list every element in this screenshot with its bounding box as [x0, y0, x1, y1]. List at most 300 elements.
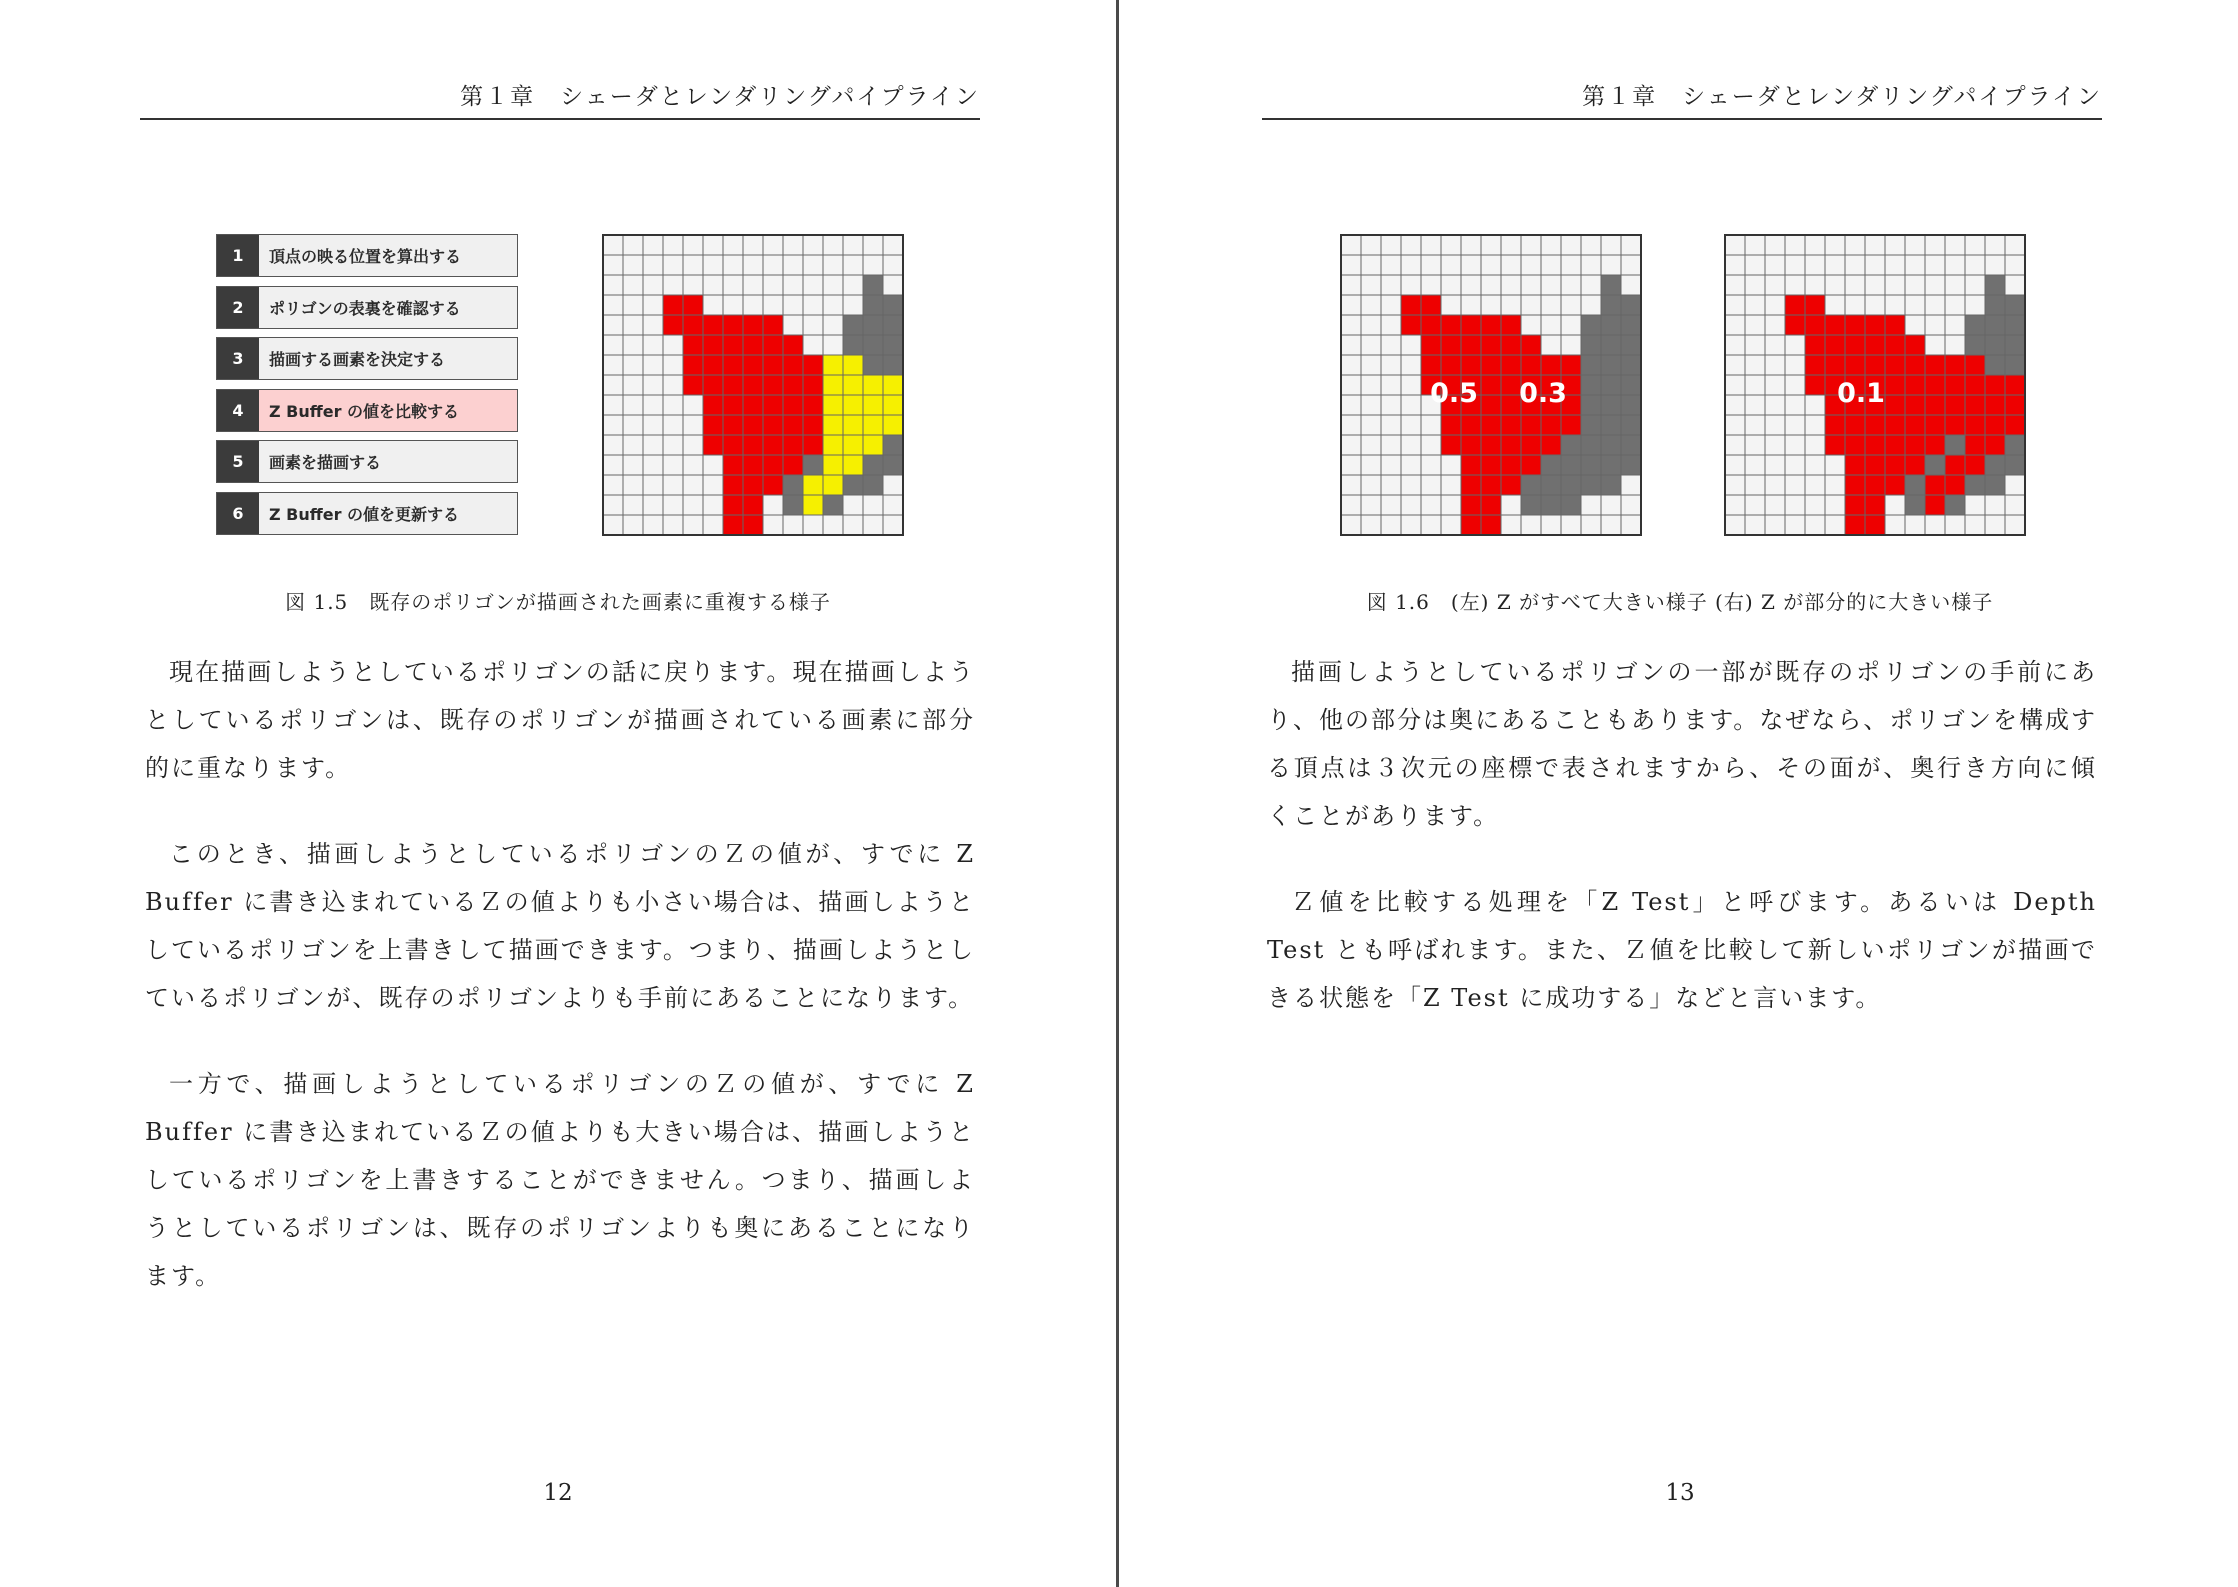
empty-pixel — [1765, 315, 1785, 335]
empty-pixel — [1401, 515, 1421, 535]
filled-pixel — [1521, 455, 1541, 475]
filled-pixel — [1561, 435, 1581, 455]
empty-pixel — [1965, 275, 1985, 295]
empty-pixel — [703, 455, 723, 475]
empty-pixel — [1361, 375, 1381, 395]
empty-pixel — [1381, 355, 1401, 375]
filled-pixel — [1601, 335, 1621, 355]
empty-pixel — [1501, 495, 1521, 515]
empty-pixel — [1945, 515, 1965, 535]
empty-pixel — [1361, 435, 1381, 455]
filled-pixel — [1945, 375, 1965, 395]
empty-pixel — [1925, 275, 1945, 295]
empty-pixel — [623, 435, 643, 455]
filled-pixel — [1965, 475, 1985, 495]
empty-pixel — [663, 235, 683, 255]
filled-pixel — [1845, 495, 1865, 515]
paragraph: Ｚ値を比較する処理を「Z Test」と呼びます。あるいは Depth Test とも呼ばれます。また、Ｚ値を比較して新しいポリゴンが描画できる状態を「Z Test に成功する」などと言います。 — [1267, 888, 2097, 1012]
filled-pixel — [1501, 395, 1521, 415]
filled-pixel — [1441, 435, 1461, 455]
filled-pixel — [1501, 435, 1521, 455]
filled-pixel — [683, 315, 703, 335]
empty-pixel — [1725, 515, 1745, 535]
empty-pixel — [603, 375, 623, 395]
empty-pixel — [823, 235, 843, 255]
empty-pixel — [1441, 235, 1461, 255]
empty-pixel — [1601, 235, 1621, 255]
filled-pixel — [783, 335, 803, 355]
empty-pixel — [603, 275, 623, 295]
filled-pixel — [723, 355, 743, 375]
empty-pixel — [1341, 255, 1361, 275]
step-label: ポリゴンの表裏を確認する — [269, 298, 461, 318]
filled-pixel — [743, 495, 763, 515]
filled-pixel — [803, 415, 823, 435]
filled-pixel — [743, 475, 763, 495]
empty-pixel — [1945, 275, 1965, 295]
filled-pixel — [1845, 415, 1865, 435]
empty-pixel — [623, 515, 643, 535]
filled-pixel — [1785, 295, 1805, 315]
empty-pixel — [1765, 375, 1785, 395]
empty-pixel — [1785, 255, 1805, 275]
filled-pixel — [1441, 415, 1461, 435]
empty-pixel — [1945, 315, 1965, 335]
empty-pixel — [643, 495, 663, 515]
filled-pixel — [1905, 435, 1925, 455]
filled-pixel — [1401, 295, 1421, 315]
empty-pixel — [1561, 335, 1581, 355]
filled-pixel — [1421, 335, 1441, 355]
empty-pixel — [683, 235, 703, 255]
empty-pixel — [703, 495, 723, 515]
empty-pixel — [643, 295, 663, 315]
empty-pixel — [1925, 515, 1945, 535]
filled-pixel — [1865, 435, 1885, 455]
empty-pixel — [683, 475, 703, 495]
empty-pixel — [1341, 335, 1361, 355]
filled-pixel — [1601, 315, 1621, 335]
filled-pixel — [843, 375, 863, 395]
empty-pixel — [1905, 255, 1925, 275]
filled-pixel — [1845, 335, 1865, 355]
empty-pixel — [1341, 355, 1361, 375]
empty-pixel — [1441, 515, 1461, 535]
filled-pixel — [1805, 355, 1825, 375]
empty-pixel — [783, 315, 803, 335]
empty-pixel — [1745, 315, 1765, 335]
empty-pixel — [1965, 515, 1985, 535]
empty-pixel — [883, 475, 903, 495]
filled-pixel — [1985, 375, 2005, 395]
figure-caption: 図 1.6 (左) Z がすべて大きい様子 (右) Z が部分的に大きい様子 — [1366, 590, 1994, 614]
filled-pixel — [763, 475, 783, 495]
filled-pixel — [763, 375, 783, 395]
empty-pixel — [683, 515, 703, 535]
pipeline-steps-diagram — [216, 234, 518, 543]
pixel-grid-svg — [1724, 234, 2026, 536]
filled-pixel — [1885, 475, 1905, 495]
filled-pixel — [843, 475, 863, 495]
empty-pixel — [1985, 255, 2005, 275]
filled-pixel — [823, 415, 843, 435]
filled-pixel — [663, 315, 683, 335]
filled-pixel — [1985, 395, 2005, 415]
step-label: Z Buffer の値を更新する — [269, 504, 460, 524]
empty-pixel — [623, 335, 643, 355]
filled-pixel — [1845, 355, 1865, 375]
empty-pixel — [1461, 235, 1481, 255]
empty-pixel — [1725, 235, 1745, 255]
empty-pixel — [703, 515, 723, 535]
filled-pixel — [2005, 295, 2025, 315]
empty-pixel — [1361, 515, 1381, 535]
empty-pixel — [1361, 355, 1381, 375]
empty-pixel — [823, 335, 843, 355]
empty-pixel — [1725, 315, 1745, 335]
filled-pixel — [803, 395, 823, 415]
filled-pixel — [1541, 355, 1561, 375]
empty-pixel — [1341, 515, 1361, 535]
empty-pixel — [1361, 395, 1381, 415]
empty-pixel — [1905, 235, 1925, 255]
empty-pixel — [1461, 255, 1481, 275]
step-label: 描画する画素を決定する — [269, 350, 446, 369]
filled-pixel — [683, 375, 703, 395]
filled-pixel — [1481, 335, 1501, 355]
page-number: 12 — [543, 1480, 573, 1506]
empty-pixel — [1541, 335, 1561, 355]
empty-pixel — [1561, 515, 1581, 535]
filled-pixel — [1885, 455, 1905, 475]
filled-pixel — [883, 415, 903, 435]
empty-pixel — [603, 395, 623, 415]
filled-pixel — [1885, 375, 1905, 395]
filled-pixel — [883, 455, 903, 475]
filled-pixel — [743, 415, 763, 435]
empty-pixel — [1745, 295, 1765, 315]
filled-pixel — [883, 315, 903, 335]
filled-pixel — [723, 315, 743, 335]
filled-pixel — [1905, 455, 1925, 475]
empty-pixel — [1541, 515, 1561, 535]
filled-pixel — [723, 375, 743, 395]
empty-pixel — [1501, 255, 1521, 275]
empty-pixel — [1381, 435, 1401, 455]
empty-pixel — [1965, 235, 1985, 255]
filled-pixel — [1925, 395, 1945, 415]
filled-pixel — [1521, 355, 1541, 375]
empty-pixel — [1765, 455, 1785, 475]
empty-pixel — [1381, 275, 1401, 295]
empty-pixel — [683, 495, 703, 515]
filled-pixel — [883, 395, 903, 415]
empty-pixel — [1745, 375, 1765, 395]
empty-pixel — [683, 275, 703, 295]
filled-pixel — [783, 435, 803, 455]
filled-pixel — [1945, 435, 1965, 455]
filled-pixel — [1461, 355, 1481, 375]
filled-pixel — [763, 335, 783, 355]
empty-pixel — [1421, 475, 1441, 495]
filled-pixel — [2005, 335, 2025, 355]
filled-pixel — [1845, 315, 1865, 335]
empty-pixel — [1765, 515, 1785, 535]
empty-pixel — [1925, 295, 1945, 315]
empty-pixel — [1561, 235, 1581, 255]
empty-pixel — [663, 275, 683, 295]
empty-pixel — [1765, 355, 1785, 375]
empty-pixel — [1381, 415, 1401, 435]
empty-pixel — [1461, 295, 1481, 315]
empty-pixel — [843, 515, 863, 535]
filled-pixel — [1865, 335, 1885, 355]
filled-pixel — [1621, 435, 1641, 455]
empty-pixel — [763, 275, 783, 295]
paragraph: 現在描画しようとしているポリゴンの話に戻ります。現在描画しようとしているポリゴンは、既存のポリゴンが描画されている画素に部分的に重なります。 — [145, 658, 975, 782]
empty-pixel — [1785, 375, 1805, 395]
empty-pixel — [2005, 475, 2025, 495]
empty-pixel — [1581, 515, 1601, 535]
filled-pixel — [1621, 395, 1641, 415]
empty-pixel — [1381, 235, 1401, 255]
empty-pixel — [663, 455, 683, 475]
filled-pixel — [723, 515, 743, 535]
empty-pixel — [1805, 495, 1825, 515]
filled-pixel — [1461, 315, 1481, 335]
filled-pixel — [1481, 415, 1501, 435]
filled-pixel — [743, 315, 763, 335]
filled-pixel — [1521, 335, 1541, 355]
empty-pixel — [1381, 335, 1401, 355]
filled-pixel — [1825, 435, 1845, 455]
filled-pixel — [1905, 415, 1925, 435]
empty-pixel — [603, 295, 623, 315]
empty-pixel — [1401, 435, 1421, 455]
empty-pixel — [2005, 255, 2025, 275]
empty-pixel — [623, 255, 643, 275]
empty-pixel — [1965, 255, 1985, 275]
empty-pixel — [1725, 475, 1745, 495]
empty-pixel — [1621, 495, 1641, 515]
z-value-label-red: 0.5 — [1430, 378, 1478, 409]
empty-pixel — [1765, 335, 1785, 355]
step-number: 6 — [217, 493, 259, 534]
filled-pixel — [1481, 375, 1501, 395]
empty-pixel — [1805, 415, 1825, 435]
step-item — [216, 234, 518, 277]
running-head: 第１章 シェーダとレンダリングパイプライン — [460, 84, 980, 110]
z-value-label-gray: 0.3 — [1519, 378, 1567, 409]
filled-pixel — [1421, 355, 1441, 375]
empty-pixel — [883, 515, 903, 535]
filled-pixel — [843, 415, 863, 435]
empty-pixel — [1341, 315, 1361, 335]
empty-pixel — [1845, 235, 1865, 255]
empty-pixel — [1621, 255, 1641, 275]
filled-pixel — [1925, 475, 1945, 495]
empty-pixel — [763, 255, 783, 275]
empty-pixel — [1601, 515, 1621, 535]
filled-pixel — [883, 355, 903, 375]
empty-pixel — [1461, 275, 1481, 295]
empty-pixel — [603, 475, 623, 495]
empty-pixel — [643, 315, 663, 335]
empty-pixel — [663, 515, 683, 535]
filled-pixel — [1541, 475, 1561, 495]
filled-pixel — [723, 415, 743, 435]
empty-pixel — [1805, 255, 1825, 275]
filled-pixel — [1481, 395, 1501, 415]
empty-pixel — [803, 515, 823, 535]
empty-pixel — [1945, 255, 1965, 275]
filled-pixel — [1925, 355, 1945, 375]
empty-pixel — [1965, 495, 1985, 515]
empty-pixel — [1381, 375, 1401, 395]
empty-pixel — [1341, 275, 1361, 295]
filled-pixel — [703, 355, 723, 375]
empty-pixel — [763, 235, 783, 255]
empty-pixel — [1421, 495, 1441, 515]
empty-pixel — [1481, 275, 1501, 295]
empty-pixel — [1725, 355, 1745, 375]
empty-pixel — [1725, 275, 1745, 295]
filled-pixel — [783, 475, 803, 495]
filled-pixel — [1581, 315, 1601, 335]
empty-pixel — [1401, 395, 1421, 415]
empty-pixel — [743, 295, 763, 315]
empty-pixel — [783, 275, 803, 295]
empty-pixel — [1601, 495, 1621, 515]
filled-pixel — [1885, 415, 1905, 435]
paragraph: 描画しようとしているポリゴンの一部が既存のポリゴンの手前にあり、他の部分は奥にあることもあります。なぜなら、ポリゴンを構成する頂点は３次元の座標で表されますから、その面が、奥行き方向に傾くことがあります。 — [1267, 658, 2097, 830]
empty-pixel — [623, 315, 643, 335]
empty-pixel — [1561, 315, 1581, 335]
empty-pixel — [683, 415, 703, 435]
empty-pixel — [1745, 515, 1765, 535]
filled-pixel — [1965, 315, 1985, 335]
filled-pixel — [1401, 315, 1421, 335]
empty-pixel — [1785, 475, 1805, 495]
filled-pixel — [2005, 355, 2025, 375]
filled-pixel — [1885, 435, 1905, 455]
empty-pixel — [803, 315, 823, 335]
filled-pixel — [1501, 415, 1521, 435]
empty-pixel — [1341, 375, 1361, 395]
empty-pixel — [1865, 275, 1885, 295]
z-value-label-red: 0.1 — [1837, 378, 1885, 409]
filled-pixel — [1805, 375, 1825, 395]
filled-pixel — [1501, 475, 1521, 495]
empty-pixel — [1441, 295, 1461, 315]
empty-pixel — [1765, 275, 1785, 295]
empty-pixel — [1481, 295, 1501, 315]
filled-pixel — [863, 355, 883, 375]
paragraph: このとき、描画しようとしているポリゴンのＺの値が、すでに Z Buffer に書き込まれているＺの値よりも小さい場合は、描画しようとしているポリゴンを上書きして描画できます。つまり、描画しようとしているポリゴンが、既存のポリゴンよりも手前にあることになります。 — [145, 840, 975, 1012]
filled-pixel — [823, 355, 843, 375]
filled-pixel — [1621, 355, 1641, 375]
empty-pixel — [1885, 495, 1905, 515]
figure-caption: 図 1.5 既存のポリゴンが描画された画素に重複する様子 — [285, 590, 831, 614]
empty-pixel — [643, 415, 663, 435]
empty-pixel — [1521, 255, 1541, 275]
empty-pixel — [823, 315, 843, 335]
filled-pixel — [1581, 355, 1601, 375]
empty-pixel — [2005, 235, 2025, 255]
empty-pixel — [663, 395, 683, 415]
empty-pixel — [1785, 275, 1805, 295]
empty-pixel — [1825, 275, 1845, 295]
empty-pixel — [603, 495, 623, 515]
empty-pixel — [1745, 395, 1765, 415]
filled-pixel — [1925, 375, 1945, 395]
empty-pixel — [1401, 415, 1421, 435]
filled-pixel — [1561, 415, 1581, 435]
empty-pixel — [883, 235, 903, 255]
filled-pixel — [663, 295, 683, 315]
filled-pixel — [1541, 435, 1561, 455]
filled-pixel — [1945, 455, 1965, 475]
filled-pixel — [1825, 355, 1845, 375]
empty-pixel — [1381, 295, 1401, 315]
filled-pixel — [1985, 415, 2005, 435]
empty-pixel — [1401, 235, 1421, 255]
empty-pixel — [1905, 515, 1925, 535]
empty-pixel — [1825, 255, 1845, 275]
empty-pixel — [603, 435, 623, 455]
empty-pixel — [663, 355, 683, 375]
empty-pixel — [703, 255, 723, 275]
empty-pixel — [1541, 255, 1561, 275]
filled-pixel — [863, 455, 883, 475]
empty-pixel — [803, 235, 823, 255]
empty-pixel — [1725, 295, 1745, 315]
filled-pixel — [843, 355, 863, 375]
filled-pixel — [1885, 355, 1905, 375]
empty-pixel — [1825, 495, 1845, 515]
empty-pixel — [843, 255, 863, 275]
filled-pixel — [1501, 355, 1521, 375]
filled-pixel — [1461, 515, 1481, 535]
empty-pixel — [703, 475, 723, 495]
page-number: 13 — [1665, 1480, 1695, 1506]
filled-pixel — [1805, 295, 1825, 315]
empty-pixel — [1745, 475, 1765, 495]
book-spine — [1116, 0, 1119, 1587]
filled-pixel — [2005, 315, 2025, 335]
step-label: 画素を描画する — [269, 453, 382, 472]
empty-pixel — [1745, 335, 1765, 355]
filled-pixel — [803, 375, 823, 395]
empty-pixel — [783, 295, 803, 315]
filled-pixel — [1621, 315, 1641, 335]
filled-pixel — [1945, 495, 1965, 515]
empty-pixel — [683, 435, 703, 455]
empty-pixel — [1885, 275, 1905, 295]
empty-pixel — [1401, 455, 1421, 475]
empty-pixel — [623, 475, 643, 495]
empty-pixel — [1541, 295, 1561, 315]
empty-pixel — [683, 395, 703, 415]
empty-pixel — [823, 255, 843, 275]
empty-pixel — [843, 295, 863, 315]
filled-pixel — [1461, 435, 1481, 455]
filled-pixel — [863, 335, 883, 355]
empty-pixel — [863, 235, 883, 255]
filled-pixel — [1581, 455, 1601, 475]
empty-pixel — [1481, 235, 1501, 255]
empty-pixel — [1581, 275, 1601, 295]
